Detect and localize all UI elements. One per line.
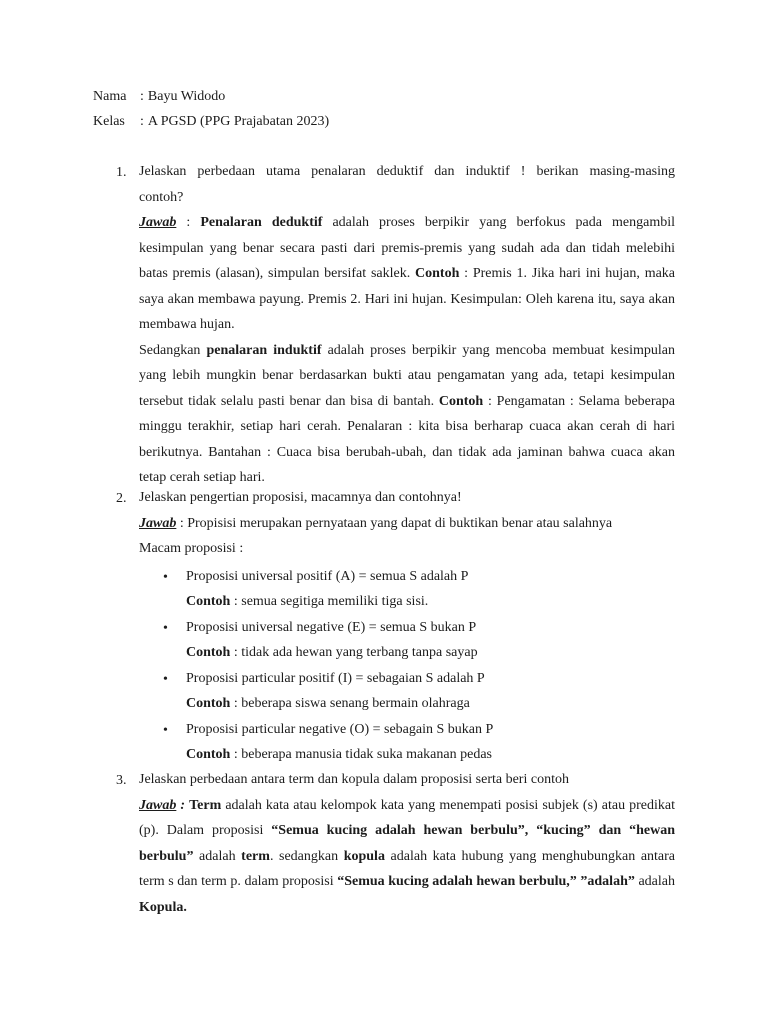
q2-item-3-title: Proposisi particular positif (I) = sebagaian S adalah P (186, 671, 485, 686)
q3-term-word: Term (189, 797, 222, 813)
q1-number: 1. (116, 165, 127, 180)
q3-bold-2: term (241, 848, 270, 864)
q1-deductive-text: adalah proses berpikir yang berfokus pada mengambil kesimpulan yang benar secara pasti dari premis-premis yang sudah ada dan tidah melebihi batas premis (alasan), simpulan bersifat saklek. (139, 215, 676, 281)
name-row (93, 88, 225, 106)
q2-item-2-title: Proposisi universal negative (E) = semua S bukan P (186, 620, 477, 635)
q2-answer-text: : Propisisi merupakan pernyataan yang dapat di buktikan benar atau salahnya (176, 515, 613, 531)
jawab-label: Jawab (139, 797, 177, 813)
q1-deductive-example: : Premis 1. Jika hari ini hujan, maka saya akan membawa payung. Premis 2. Hari ini hujan. Kesimpulan: Oleh karena itu, saya akan membawa hujan. (139, 266, 676, 332)
q1-answer-inductive (139, 338, 675, 491)
q2-item-2-example (186, 640, 478, 666)
q3-bold-1: “Semua kucing adalah hewan berbulu”, “kucing” dan “hewan berbulu” (139, 823, 675, 864)
contoh-label: Contoh (186, 645, 231, 660)
bullet-icon: • (163, 621, 168, 636)
q3-text-2: adalah (193, 848, 242, 864)
q3-bold-4: “Semua kucing adalah hewan berbulu,” ”adalah” (337, 874, 635, 889)
name-value: Bayu Widodo (147, 89, 226, 104)
q3-question: Jelaskan perbedaan antara term dan kopula dalam proposisi serta beri contoh (139, 772, 569, 787)
q1-question-line1: Jelaskan perbedaan utama penalaran deduktif dan induktif ! berikan masing-masing (139, 164, 675, 179)
q2-item-3-example (186, 691, 470, 717)
bullet-icon: • (163, 672, 168, 687)
q3-text-1: adalah kata atau kelompok kata yang menempati posisi subjek (s) atau predikat (p). Dalam proposisi (139, 797, 676, 838)
q2-block (139, 485, 675, 562)
class-separator: : (140, 114, 144, 129)
q2-item-3-example-text: : beberapa siswa senang bermain olahraga (230, 696, 470, 711)
contoh-label: Contoh (186, 747, 231, 762)
q2-item-1-example-text: : semua segitiga memiliki tiga sisi. (230, 594, 429, 609)
q3-bold-5: Kopula. (139, 899, 187, 915)
q2-item-4-example-text: : beberapa manusia tidak suka makanan pedas (230, 747, 492, 762)
q2-item-4-example (186, 742, 492, 768)
q1-inductive-term: penalaran induktif (206, 342, 322, 358)
jawab-label: Jawab (139, 515, 177, 531)
q2-item-4-title: Proposisi particular negative (O) = sebagain S bukan P (186, 722, 494, 737)
q1-inductive-lead: Sedangkan (139, 342, 207, 358)
q2-number: 2. (116, 491, 127, 506)
q1-answer-deductive (139, 210, 675, 338)
q1-inductive-text: adalah proses berpikir yang mencoba membuat kesimpulan yang lebih mungkin benar berdasarkan bukti atau pengamatan yang ada, tetapi kesimpulan tersebut tidak selalu pasti benar dan bisa di bantah. (139, 342, 675, 409)
q1-question-line2: contoh? (139, 189, 184, 205)
jawab-label: Jawab (139, 215, 177, 230)
q1-inductive-contoh: Contoh (438, 393, 484, 409)
q3-text-3: . sedangkan (269, 848, 344, 864)
q3-text-5: adalah (634, 874, 675, 889)
contoh-label: Contoh (186, 696, 231, 711)
bullet-icon: • (163, 723, 168, 738)
q3-answer-sep: : (176, 797, 190, 813)
name-separator: : (140, 89, 144, 104)
class-label: Kelas (93, 114, 125, 129)
q2-answer (139, 511, 675, 537)
q3-block (139, 767, 675, 920)
name-label: Nama (93, 89, 127, 104)
class-value: A PGSD (PPG Prajabatan 2023) (147, 114, 330, 129)
class-row (93, 113, 329, 131)
q3-bold-3: kopula (343, 848, 385, 864)
q3-answer (139, 793, 675, 921)
q1-inductive-example: : Pengamatan : Selama beberapa minggu terakhir, setiap hari cerah. Penalaran : kita bisa berharap cuaca akan cerah di hari berikutnya. Bantahan : Cuaca bisa berubah-ubah, dan tidak ada jaminan bahwa cuaca akan tetap cerah setiap hari. (139, 393, 675, 485)
q2-item-2-example-text: : tidak ada hewan yang terbang tanpa sayap (230, 645, 478, 660)
q3-number: 3. (116, 773, 127, 788)
q2-question: Jelaskan pengertian proposisi, macamnya dan contohnya! (139, 490, 462, 505)
contoh-label: Contoh (186, 594, 231, 609)
q1-deductive-contoh: Contoh (415, 266, 460, 281)
q1-deductive-term: Penalaran deduktif (200, 215, 323, 230)
q1-answer-sep: : (176, 215, 201, 230)
q3-text-4: adalah kata hubung yang menghubungkan antara term s dan term p. dalam proposisi (139, 848, 676, 889)
q2-types-intro: Macam proposisi : (139, 541, 244, 556)
q2-item-1-example (186, 589, 428, 615)
bullet-icon: • (163, 570, 168, 585)
q1-block (139, 159, 675, 491)
q2-item-1-title: Proposisi universal positif (A) = semua S adalah P (186, 569, 469, 584)
